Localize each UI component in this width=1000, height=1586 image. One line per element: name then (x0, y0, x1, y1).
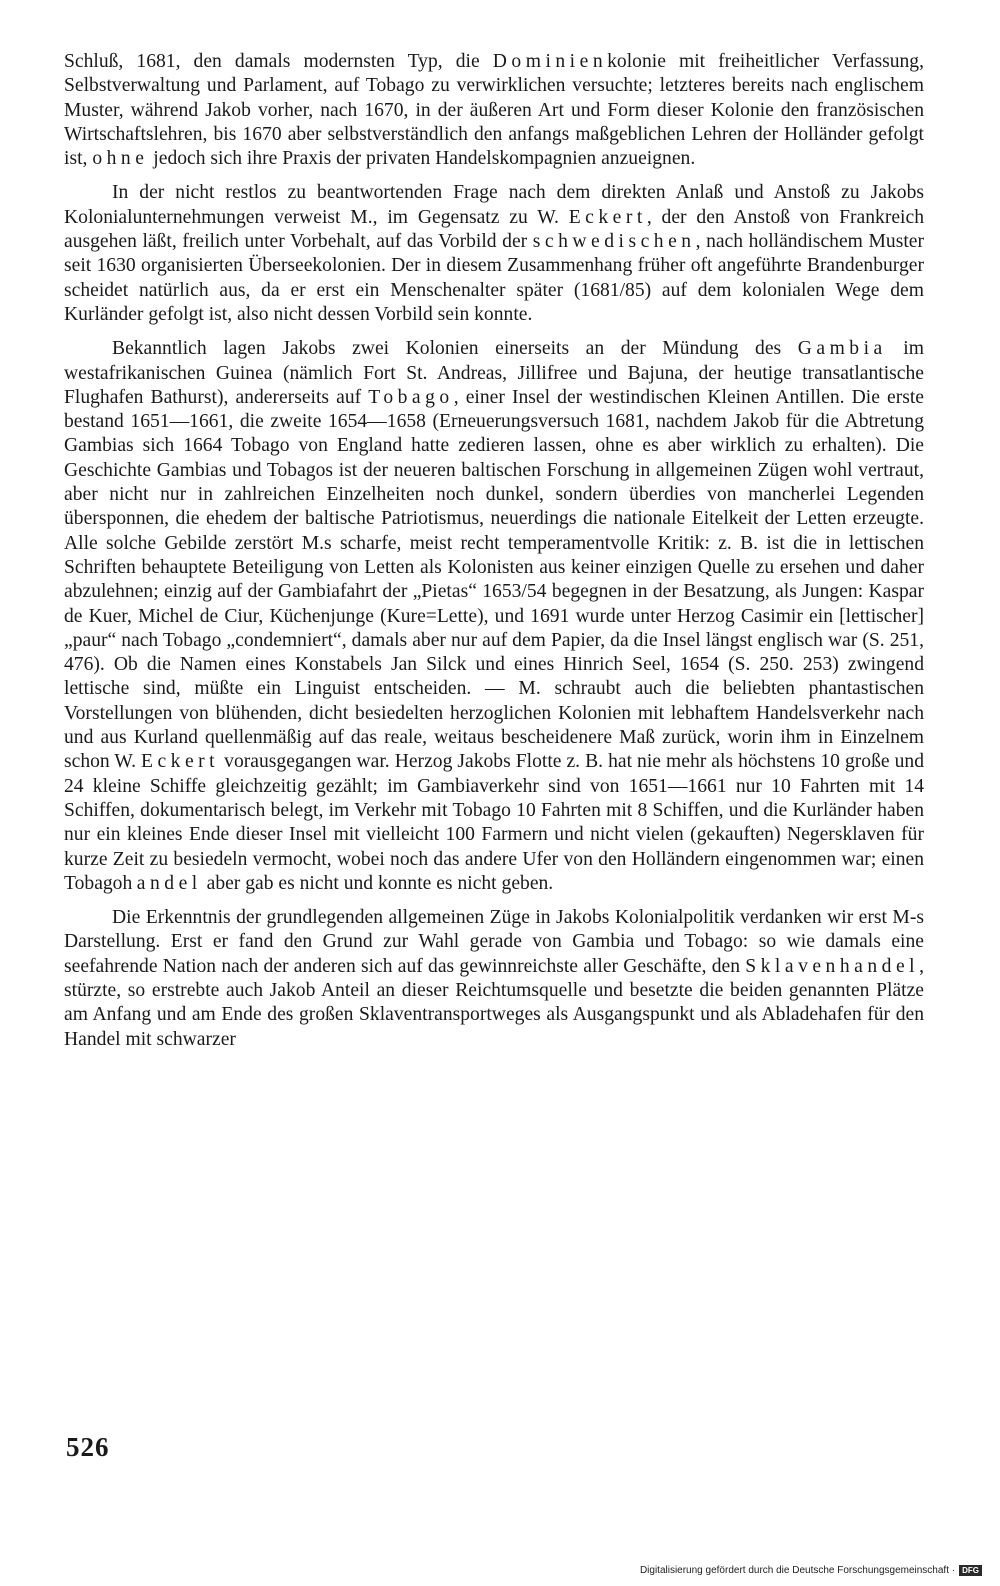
paragraph (64, 906, 924, 1052)
text-run: Schluß, 1681, den damals modernsten Typ, die (64, 51, 493, 72)
footer-credit: Digitalisierung gefördert durch die Deutsche Forschungsgemeinschaft · (639, 1565, 956, 1576)
text-run: , nach holländischem Muster seit 1630 organisierten Überseekolonien. Der in diesem Zusammenhang früher oft angeführte Brandenburger scheidet natürlich aus, da er erst ein Menschenalter später (1681/85) auf dem kolonialen Wege dem Kurländer gefolgt ist, also nicht dessen Vorbild sein konnte. (64, 231, 924, 325)
text-run: In der nicht restlos zu beantwortenden Frage nach dem direkten Anlaß und Anstoß zu Jakobs Kolonialunternehmungen verweist M., im Gegensatz zu W. (64, 182, 924, 228)
text-run: vorausgegangen war. Herzog Jakobs Flotte z. B. hat nie mehr als höchstens 10 große und 24 kleine Schiffe gleichzeitig gezählt; im Gambiaverkehr sind von 1651—1661 nur 10 Fahrten mit 14 Schiffen, dokumentarisch belegt, im Verkehr mit Tobago 10 Fahrten mit 8 Schiffen, und die Kurländer haben nur ein kleines Ende dieser Insel mit vielleicht 100 Farmern und nicht vielen (gekauften) Negersklaven für kurze Zeit zu besiedeln vermocht, wobei noch das andere Ufer von den Holländern eingenommen war; einen Tobago (64, 751, 925, 894)
text-run: , einer Insel der westindischen Kleinen Antillen. Die erste bestand 1651—1661, die zweite 1654—1658 (Erneuerungsversuch 1681, nachdem Jakob für die Abtretung Gambias sich 1664 Tobago von England hatte zedieren lassen, ohne es aber wirklich zu erhalten). Die Geschichte Gambias und Tobagos ist der neueren baltischen Forschung in allgemeinen Zügen wohl vertraut, aber nicht nur in zahlreichen Einzelheiten noch dunkel, sondern überdies von mancherlei Legenden übersponnen, die ehedem der baltische Patriotismus, neuerdings die nationale Eitelkeit der Letten erzeugte. Alle solche Gebilde zerstört M.s scharfe, meist recht temperamentvolle Kritik: z. B. ist die in lettischen Schriften behauptete Beteiligung von Letten als Kolonisten aus keiner einzigen Quelle zu ersehen und daher abzulehnen; einzig auf der Gambiafahrt der „Pietas“ 1653/54 begegnen in der Besatzung, als Jungen: Kaspar de Kuer, Michel de Ciur, Küchenjunge (Kure=Lette), und 1691 wurde unter Herzog Casimir ein [lettischer] „paur“ nach Tobago „condemniert“, damals aber nur auf dem Papier, da die Insel längst englisch war (S. 251, 476). Ob die Namen eines Konstabels Jan Silck und eines Hinrich Seel, 1654 (S. 250. 253) zwingend lettische sind, müßte ein Linguist entscheiden. — M. schraubt auch die beliebten phantastischen Vorstellungen von blühenden, dicht besiedelten herzoglichen Kolonien mit lebhaftem Handelsverkehr nach und aus Kurland quellenmäßig auf das reale, weitaus bescheidenere Maß zurück, worin ihm in Einzelnem schon W. (64, 386, 924, 773)
text-run: kolonie mit freiheitlicher Verfassung, Selbstverwaltung und Parlament, auf Tobago zu verwirklichen versuchte; letzteres bereits nach englischem Muster, während Jakob vorher, nach 1670, in der äußeren Art und Form dieser Kolonie den französischen Wirtschaftslehren, bis 1670 aber selbstverständlich den anfangs maßgeblichen Lehren der Holländer gefolgt ist, (64, 51, 924, 170)
paragraph (64, 181, 924, 327)
spaced-emphasis: Eckert (141, 751, 220, 773)
digitization-footer (640, 1565, 982, 1576)
text-run: Bekanntlich lagen Jakobs zwei Kolonien einerseits an der Mündung des (112, 338, 798, 360)
dfg-logo: DFG (959, 1565, 982, 1576)
paragraph (64, 337, 924, 896)
spaced-emphasis: schwedischen (532, 231, 696, 253)
page-number: 526 (66, 1432, 110, 1462)
spaced-emphasis: Tobago (368, 386, 454, 408)
text-run: aber gab es nicht und konnte es nicht geben. (201, 872, 554, 894)
spaced-emphasis: ohne (92, 148, 149, 170)
text-column (64, 50, 924, 1062)
text-run: Die Erkenntnis der grundlegenden allgemeinen Züge in Jakobs Kolonialpolitik verdanken wir erst M-s Darstellung. Erst er fand den Grund zur Wahl gerade von Gambia und Tobago: so wie damals eine seefahrende Nation nach der anderen sich auf das gewinnreichste aller Geschäfte, den (64, 907, 924, 977)
spaced-emphasis: handel (122, 872, 202, 894)
spaced-emphasis: Dominien (492, 51, 608, 72)
paragraph (64, 50, 924, 171)
text-run: jedoch sich ihre Praxis der privaten Handelskompagnien anzueignen. (148, 148, 696, 170)
text-run: im westafrikanischen Guinea (nämlich Fort St. Andreas, Jillifree und Bajuna, der heutige transatlantische Flughafen Bathurst), andererseits auf (64, 338, 924, 408)
spaced-emphasis: Gambia (797, 338, 887, 360)
spaced-emphasis: Sklavenhandel (745, 955, 920, 977)
text-run: , stürzte, so erstrebte auch Jakob Anteil an dieser Reichtumsquelle und besetzte die beiden genannten Plätze am Anfang und am Ende des großen Sklaventransportweges als Ausgangspunkt und als Abladehafen für den Handel mit schwarzer (64, 955, 924, 1050)
text-run: , der den Anstoß von Frankreich ausgehen läßt, freilich unter Vorbehalt, auf das Vorbild der (64, 206, 924, 253)
spaced-emphasis: Eckert (568, 206, 647, 228)
